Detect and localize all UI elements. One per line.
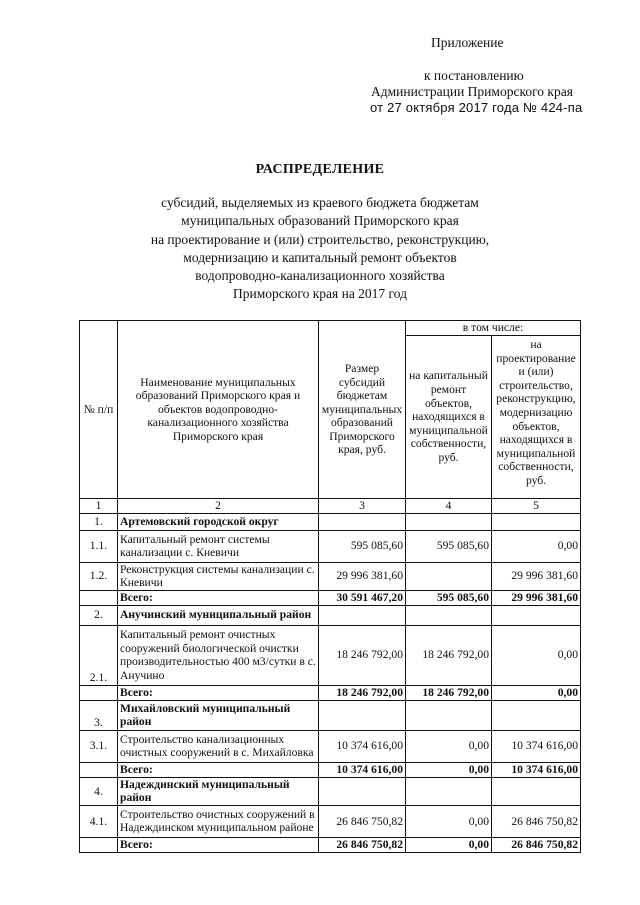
item-design: 0,00 — [492, 530, 581, 562]
section-row — [80, 605, 581, 625]
empty-cell — [319, 777, 406, 805]
sum-total: 30 591 467,20 — [319, 590, 406, 605]
item-total: 29 996 381,60 — [319, 562, 406, 590]
section-num: 2. — [80, 605, 118, 625]
item-num: 4.1. — [80, 805, 118, 837]
item-capital: 0,00 — [406, 805, 492, 837]
header-capital-repair: на капитальный ремонт объектов, находящихся в муниципальной собственности, руб. — [406, 336, 492, 499]
section-num: 4. — [80, 777, 118, 805]
column-number: 2 — [118, 499, 319, 514]
header-including: в том числе: — [406, 321, 581, 336]
sum-capital: 0,00 — [406, 762, 492, 777]
sum-capital: 0,00 — [406, 837, 492, 852]
empty-cell — [319, 700, 406, 730]
item-capital — [406, 562, 492, 590]
subsidy-table — [79, 320, 581, 853]
item-num: 3.1. — [80, 730, 118, 762]
table-row — [80, 805, 581, 837]
item-capital: 18 246 792,00 — [406, 625, 492, 685]
section-name: Надеждинский муниципальный район — [118, 777, 319, 805]
sum-row — [80, 590, 581, 605]
sum-design: 26 846 750,82 — [492, 837, 581, 852]
empty-cell — [406, 513, 492, 530]
column-number: 4 — [406, 499, 492, 514]
empty-cell — [319, 513, 406, 530]
section-name: Анучинский муниципальный район — [118, 605, 319, 625]
column-number: 1 — [80, 499, 118, 514]
subtitle-line: на проектирование и (или) строительство, реконструкцию, — [150, 231, 490, 247]
item-design: 10 374 616,00 — [492, 730, 581, 762]
item-total: 595 085,60 — [319, 530, 406, 562]
annex-label: Приложение — [431, 35, 504, 50]
header-row — [80, 321, 581, 336]
header-design-construction: на проектирование и (или) строительство, реконструкцию, модернизацию объектов, находящихся в муниципальной собственности, руб. — [492, 336, 581, 499]
item-capital: 595 085,60 — [406, 530, 492, 562]
empty-cell — [80, 590, 118, 605]
sum-total: 18 246 792,00 — [319, 685, 406, 700]
column-number: 3 — [319, 499, 406, 514]
sum-capital: 18 246 792,00 — [406, 685, 492, 700]
empty-cell — [492, 777, 581, 805]
item-total: 10 374 616,00 — [319, 730, 406, 762]
page-subtitle — [0, 194, 640, 304]
header-name: Наименование муниципальных образований Приморского края и объектов водопроводно-канализационного хозяйства Приморского края — [118, 321, 319, 499]
sum-design: 0,00 — [492, 685, 581, 700]
subtitle-line: Приморского края на 2017 год — [233, 286, 407, 302]
item-name: Капитальный ремонт системы канализации с. Кневичи — [118, 530, 319, 562]
section-row — [80, 700, 581, 730]
sum-design: 10 374 616,00 — [492, 762, 581, 777]
sum-row — [80, 837, 581, 852]
item-name: Строительство очистных сооружений в Надеждинском муниципальном районе — [118, 805, 319, 837]
item-total: 18 246 792,00 — [319, 625, 406, 685]
annex-date-number: от 27 октября 2017 года № 424-па — [370, 100, 583, 115]
sum-capital: 595 085,60 — [406, 590, 492, 605]
empty-cell — [80, 685, 118, 700]
page-title: РАСПРЕДЕЛЕНИЕ — [255, 162, 385, 177]
sum-label: Всего: — [118, 685, 319, 700]
empty-cell — [492, 605, 581, 625]
subtitle-line: модернизацию и капитальный ремонт объектов — [183, 249, 457, 265]
section-num: 1. — [80, 513, 118, 530]
item-name: Реконструкция системы канализации с. Кневичи — [118, 562, 319, 590]
subtitle-line: водопроводно-канализационного хозяйства — [195, 268, 445, 284]
empty-cell — [406, 700, 492, 730]
annex-decree-ref: к постановлению — [424, 68, 524, 83]
empty-cell — [492, 513, 581, 530]
item-capital: 0,00 — [406, 730, 492, 762]
sum-total: 10 374 616,00 — [319, 762, 406, 777]
item-num: 1.1. — [80, 530, 118, 562]
item-name: Капитальный ремонт очистных сооружений биологической очистки производительностью 400 м3/сутки в с. Анучино — [118, 625, 319, 685]
column-number: 5 — [492, 499, 581, 514]
item-num: 1.2. — [80, 562, 118, 590]
header-num: № п/п — [80, 321, 118, 499]
table-row — [80, 530, 581, 562]
column-numbers-row — [80, 499, 581, 514]
empty-cell — [319, 605, 406, 625]
section-name: Артемовский городской округ — [118, 513, 319, 530]
table-row — [80, 625, 581, 685]
empty-cell — [406, 605, 492, 625]
item-design: 29 996 381,60 — [492, 562, 581, 590]
empty-cell — [406, 777, 492, 805]
empty-cell — [492, 700, 581, 730]
section-row — [80, 777, 581, 805]
table-row — [80, 562, 581, 590]
empty-cell — [80, 762, 118, 777]
sum-label: Всего: — [118, 590, 319, 605]
item-num: 2.1. — [80, 625, 118, 685]
section-row — [80, 513, 581, 530]
item-design: 0,00 — [492, 625, 581, 685]
sum-row — [80, 762, 581, 777]
item-design: 26 846 750,82 — [492, 805, 581, 837]
sum-row — [80, 685, 581, 700]
item-name: Строительство канализационных очистных сооружений в с. Михайловка — [118, 730, 319, 762]
item-total: 26 846 750,82 — [319, 805, 406, 837]
annex-authority: Администрации Приморского края — [371, 84, 573, 99]
sum-total: 26 846 750,82 — [319, 837, 406, 852]
sum-design: 29 996 381,60 — [492, 590, 581, 605]
table-row — [80, 730, 581, 762]
sum-label: Всего: — [118, 837, 319, 852]
section-name: Михайловский муниципальный район — [118, 700, 319, 730]
subtitle-line: субсидий, выделяемых из краевого бюджета бюджетам — [161, 195, 479, 210]
empty-cell — [80, 837, 118, 852]
section-num: 3. — [80, 700, 118, 730]
subtitle-line: муниципальных образований Приморского края — [181, 213, 459, 229]
header-size: Размер субсидий бюджетам муниципальных образований Приморского края, руб. — [319, 321, 406, 499]
sum-label: Всего: — [118, 762, 319, 777]
